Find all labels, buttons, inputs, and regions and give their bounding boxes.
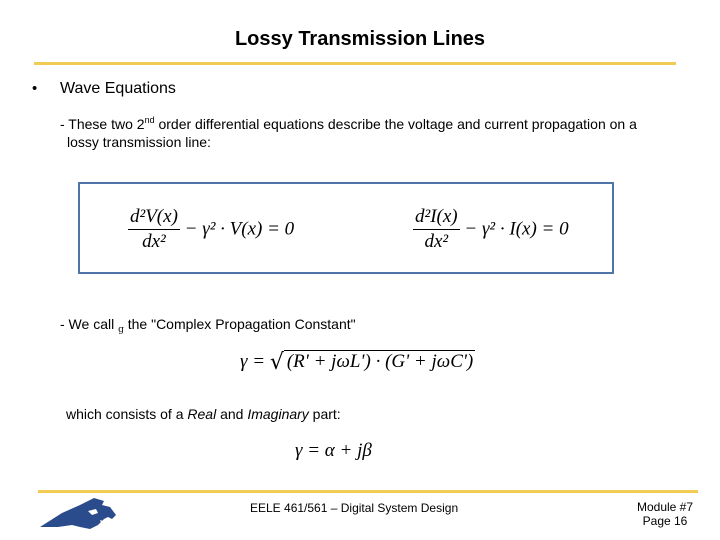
slide-title: Lossy Transmission Lines xyxy=(234,28,486,50)
section-heading: Wave Equations xyxy=(60,80,176,97)
ordinal-superscript: nd xyxy=(144,115,155,125)
radicand: (R' + jωL') · (G' + jωC') xyxy=(284,350,475,373)
voltage-wave-equation xyxy=(128,206,294,253)
footer-divider xyxy=(38,490,698,493)
eq2-rest: − γ² · I(x) = 0 xyxy=(464,218,569,240)
gamma-symbol: g xyxy=(118,325,124,335)
eq2-denominator: dx² xyxy=(424,231,449,252)
eq1-rest: − γ² · V(x) = 0 xyxy=(184,218,295,240)
real-imaginary-text: which consists of a Real and Imaginary part: xyxy=(66,406,341,422)
bullet-icon: • xyxy=(32,80,38,97)
propagation-constant-text: - We call $_g$ the "Complex Propagation Constant" xyxy=(60,316,356,335)
sqrt-icon: √ xyxy=(269,350,284,375)
current-wave-equation xyxy=(413,206,569,253)
bobcat-logo-icon xyxy=(38,495,120,535)
course-name: EELE 461/561 – Digital System Design xyxy=(250,501,459,515)
alpha-beta-equation: γ = α + jβ xyxy=(295,440,372,461)
page-number: Page 16 xyxy=(642,514,688,528)
intro-paragraph: - These two 2nd order differential equations describe the voltage and current propagation on a lossy transmission line: xyxy=(60,115,637,150)
page-info xyxy=(630,500,700,528)
title-divider xyxy=(34,62,676,65)
module-number: Module #7 xyxy=(636,500,694,514)
eq1-denominator: dx² xyxy=(142,231,166,252)
propagation-constant-equation: γ = √ (R' + jωL') · (G' + jωC') xyxy=(240,350,474,375)
eq2-numerator: d²I(x) xyxy=(413,206,460,230)
eq1-numerator: d²V(x) xyxy=(128,206,180,230)
